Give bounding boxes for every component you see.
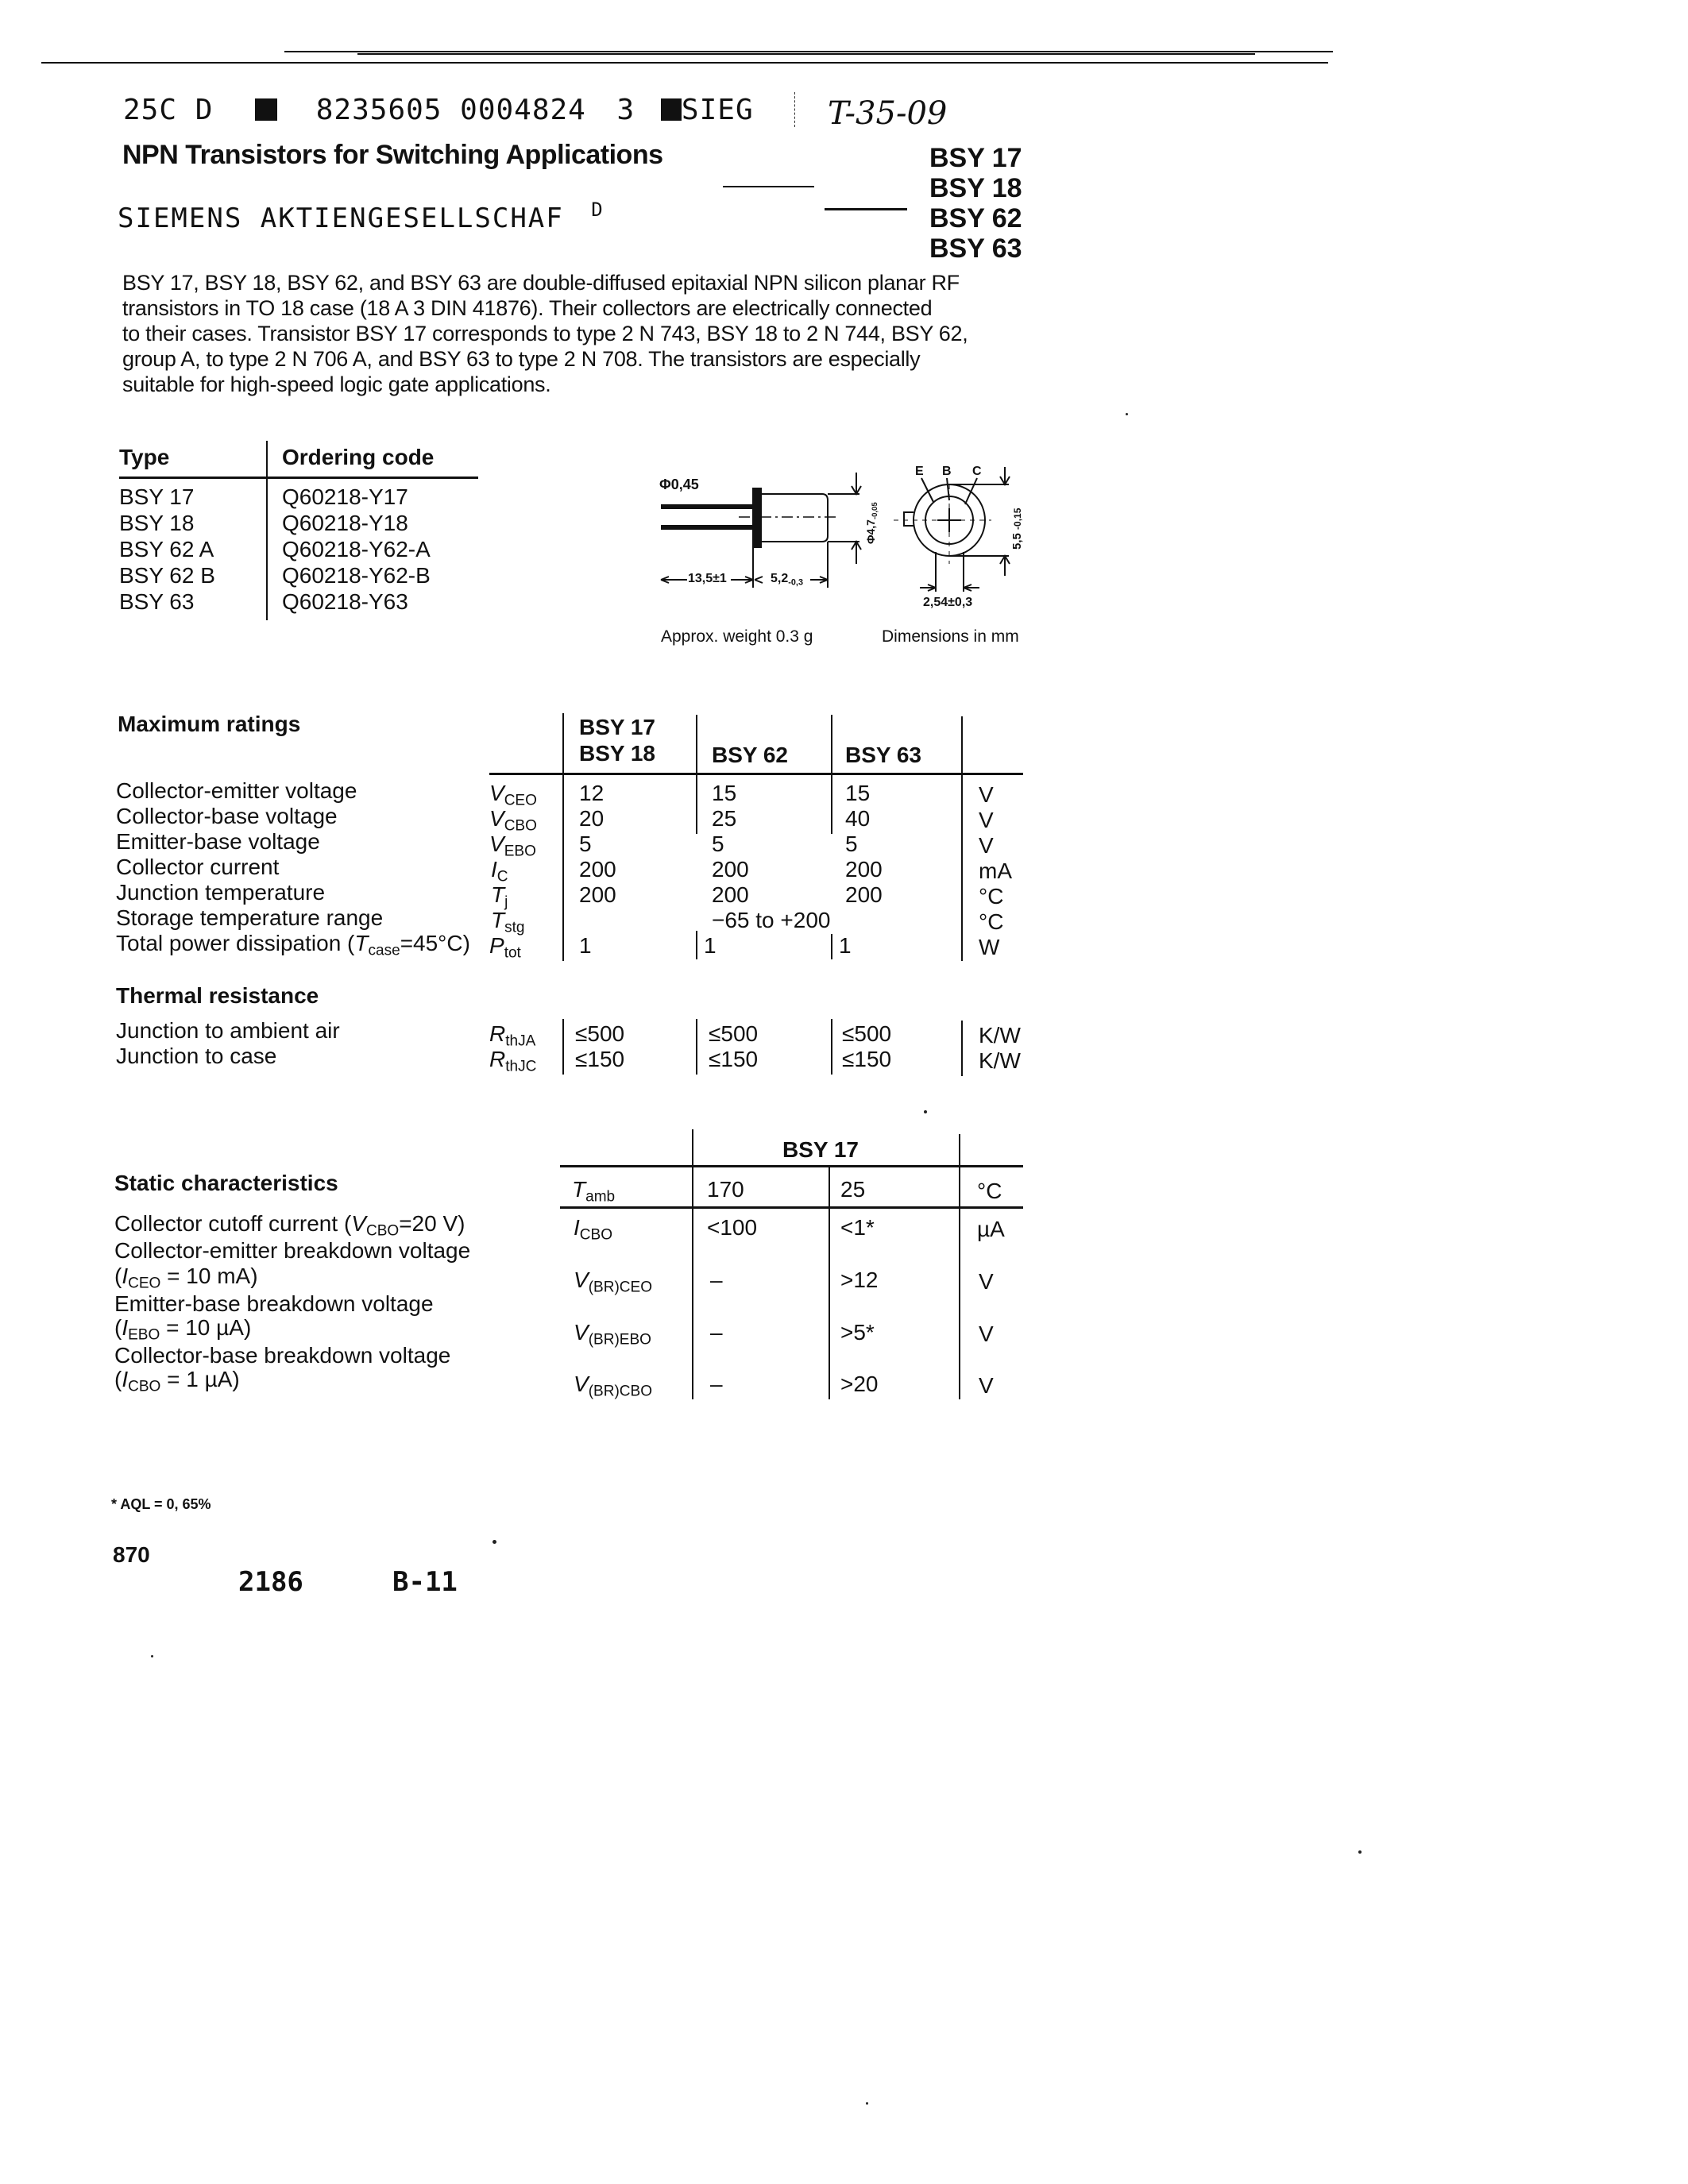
static-unit: V bbox=[979, 1322, 994, 1346]
ordering-type: BSY 62 A bbox=[119, 537, 214, 561]
description-line: suitable for high-speed logic gate applications. bbox=[122, 372, 551, 396]
rating-value: 1 bbox=[579, 933, 592, 958]
column-header-bsy18: BSY 18 bbox=[579, 741, 655, 766]
thermal-param: Junction to ambient air bbox=[116, 1018, 340, 1043]
static-value: – bbox=[710, 1320, 723, 1345]
static-symbol: $V_{(BR)CBO}$ bbox=[574, 1372, 653, 1400]
ordering-header-type: Type bbox=[119, 445, 170, 469]
scan-dash-mark bbox=[825, 208, 907, 210]
body-length-label bbox=[771, 572, 803, 587]
static-column-divider bbox=[829, 1166, 830, 1399]
description-line: BSY 17, BSY 18, BSY 62, and BSY 63 are double-diffused epitaxial NPN silicon planar RF bbox=[122, 271, 960, 295]
rating-symbol: $T_{stg}$ bbox=[491, 908, 525, 936]
rating-value: 1 bbox=[839, 933, 852, 958]
thermal-unit: K/W bbox=[979, 1023, 1021, 1048]
static-column-divider bbox=[692, 1129, 693, 1399]
column-header-bsy63: BSY 63 bbox=[845, 743, 921, 767]
part-number-bsy18: BSY 18 bbox=[929, 173, 1022, 203]
scan-top-rule bbox=[284, 51, 1333, 52]
rating-value: 5 bbox=[579, 832, 592, 856]
thermal-column-divider bbox=[961, 1021, 963, 1076]
part-number-bsy62: BSY 62 bbox=[929, 203, 1022, 233]
thermal-column-divider bbox=[562, 1019, 564, 1075]
flange-diameter-label bbox=[1010, 508, 1024, 550]
description-line: transistors in TO 18 case (18 A 3 DIN 41876). Their collectors are electrically connected bbox=[122, 296, 933, 320]
company-suffix: D bbox=[591, 199, 605, 221]
rating-unit: °C bbox=[979, 909, 1004, 934]
static-desc: ($I_{EBO} = 10$ µA) bbox=[114, 1315, 252, 1344]
rating-param: Total power dissipation $(T_{case}=45^\circ C)$ bbox=[116, 931, 470, 959]
thermal-unit: K/W bbox=[979, 1048, 1021, 1073]
ordering-column-divider bbox=[266, 441, 268, 620]
rating-value: 200 bbox=[712, 882, 749, 907]
scan-code-line bbox=[123, 94, 754, 126]
ratings-header-rule bbox=[489, 773, 1023, 775]
body-length-value: 5,2 bbox=[771, 572, 789, 585]
ratings-column-divider bbox=[696, 715, 697, 834]
static-unit: V bbox=[979, 1373, 994, 1398]
thermal-value: ≤500 bbox=[575, 1021, 625, 1046]
rating-value: 12 bbox=[579, 781, 605, 805]
scan-speck bbox=[924, 1110, 927, 1113]
static-symbol: $I_{CBO}$ bbox=[574, 1215, 613, 1244]
ordering-type: BSY 63 bbox=[119, 589, 195, 614]
scan-speck bbox=[151, 1655, 153, 1657]
static-unit: V bbox=[979, 1269, 994, 1294]
rating-param: Collector current bbox=[116, 855, 280, 879]
ratings-column-divider bbox=[961, 716, 963, 961]
column-header-bsy17: BSY 17 bbox=[579, 715, 655, 739]
rating-unit: mA bbox=[979, 859, 1012, 883]
handwritten-reference: T-35-09 bbox=[828, 95, 948, 132]
rating-value: 15 bbox=[712, 781, 737, 805]
static-column-divider bbox=[959, 1134, 960, 1399]
ordering-code: Q60218-Y62-A bbox=[282, 537, 431, 561]
black-block-icon bbox=[661, 98, 682, 121]
ordering-header-rule bbox=[119, 477, 478, 479]
ratings-column-divider bbox=[831, 715, 832, 834]
thermal-column-divider bbox=[696, 1019, 697, 1075]
static-characteristics-heading: Static characteristics bbox=[114, 1171, 338, 1195]
maximum-ratings-heading: Maximum ratings bbox=[118, 712, 301, 736]
rating-symbol: $I_C$ bbox=[491, 857, 508, 886]
static-desc: Emitter-base breakdown voltage bbox=[114, 1291, 434, 1316]
ordering-type: BSY 18 bbox=[119, 511, 195, 535]
rating-param: Collector-base voltage bbox=[116, 804, 338, 828]
lead-diameter-label: Φ0,45 bbox=[659, 477, 699, 492]
scan-speck bbox=[866, 2102, 868, 2105]
tamb-unit: °C bbox=[977, 1179, 1002, 1203]
rating-value: 25 bbox=[712, 806, 737, 831]
rating-value: 200 bbox=[579, 857, 616, 882]
scan-code-sieg: SIEG bbox=[681, 94, 754, 126]
static-desc: Collector-emitter breakdown voltage bbox=[114, 1238, 471, 1263]
ordering-code: Q60218-Y17 bbox=[282, 484, 408, 509]
ratings-column-divider bbox=[831, 934, 832, 959]
scan-divider bbox=[794, 92, 796, 127]
description-line: group A, to type 2 N 706 A, and BSY 63 to type 2 N 708. The transistors are especially bbox=[122, 347, 921, 371]
svg-text:B: B bbox=[942, 465, 952, 478]
column-header-bsy62: BSY 62 bbox=[712, 743, 788, 767]
static-value: – bbox=[710, 1268, 723, 1292]
rating-unit: V bbox=[979, 833, 994, 858]
rating-value: 40 bbox=[845, 806, 871, 831]
rating-symbol: $P_{tot}$ bbox=[489, 933, 521, 962]
rating-param: Emitter-base voltage bbox=[116, 829, 320, 854]
thermal-value: ≤500 bbox=[709, 1021, 759, 1046]
scan-code-digit: 3 bbox=[616, 94, 635, 126]
description-line: to their cases. Transistor BSY 17 corresponds to type 2 N 743, BSY 18 to 2 N 744, BSY 62, bbox=[122, 322, 968, 345]
static-desc: ($I_{CEO} = 10$ mA) bbox=[114, 1264, 258, 1292]
rating-symbol: $V_{CBO}$ bbox=[489, 806, 537, 835]
static-value: <1* bbox=[840, 1215, 875, 1240]
rating-value: 15 bbox=[845, 781, 871, 805]
static-tamb-rule bbox=[560, 1206, 1023, 1209]
scan-code-number: 8235605 0004824 bbox=[315, 94, 586, 126]
body-diameter-tolerance: -0,05 bbox=[870, 502, 879, 520]
rating-unit: °C bbox=[979, 884, 1004, 909]
footer-stamp-code: 2186 bbox=[238, 1566, 303, 1598]
company-line bbox=[118, 199, 605, 234]
thermal-column-divider bbox=[831, 1019, 832, 1075]
tamb-symbol: $T_{amb}$ bbox=[572, 1177, 616, 1206]
scan-dash-mark bbox=[723, 186, 814, 187]
ordering-header-code: Ordering code bbox=[282, 445, 435, 469]
rating-symbol: $V_{EBO}$ bbox=[489, 832, 536, 860]
weight-caption: Approx. weight 0.3 g bbox=[661, 627, 813, 646]
static-header-rule bbox=[560, 1165, 1023, 1167]
page-number: 870 bbox=[113, 1542, 150, 1567]
scan-top-rule-thick bbox=[357, 53, 1255, 55]
footer-stamp-section: B-11 bbox=[392, 1566, 458, 1598]
static-symbol: $V_{(BR)EBO}$ bbox=[574, 1320, 651, 1349]
tamb-value: 170 bbox=[707, 1177, 744, 1202]
pin-spacing-label: 2,54±0,3 bbox=[923, 596, 973, 609]
rating-value: 20 bbox=[579, 806, 605, 831]
rating-symbol: $T_j$ bbox=[491, 882, 508, 911]
ratings-column-divider bbox=[562, 713, 564, 961]
rating-value: 5 bbox=[712, 832, 724, 856]
thermal-value: ≤150 bbox=[709, 1047, 759, 1071]
svg-text:C: C bbox=[972, 465, 982, 478]
body-diameter-label bbox=[864, 502, 879, 544]
rating-value: 200 bbox=[845, 882, 883, 907]
scan-code-prefix: 25C D bbox=[123, 94, 214, 126]
static-value: <100 bbox=[707, 1215, 758, 1240]
ordering-type: BSY 62 B bbox=[119, 563, 215, 588]
static-desc: Collector cutoff current ($V_{CBO}=20$ V) bbox=[114, 1211, 465, 1240]
thermal-symbol: $R_{thJC}$ bbox=[489, 1047, 537, 1075]
ordering-code: Q60218-Y18 bbox=[282, 511, 408, 535]
static-value: – bbox=[710, 1372, 723, 1396]
rating-value: 1 bbox=[704, 933, 717, 958]
thermal-value: ≤150 bbox=[575, 1047, 625, 1071]
thermal-resistance-heading: Thermal resistance bbox=[116, 983, 319, 1008]
static-desc: Collector-base breakdown voltage bbox=[114, 1343, 451, 1368]
static-value: >12 bbox=[840, 1268, 879, 1292]
scan-speck bbox=[1358, 1850, 1362, 1854]
rating-param: Storage temperature range bbox=[116, 905, 384, 930]
static-desc: ($I_{CBO} = 1$ µA) bbox=[114, 1367, 240, 1395]
rating-value-span: −65 to +200 bbox=[712, 908, 831, 932]
thermal-param: Junction to case bbox=[116, 1044, 277, 1068]
tamb-value: 25 bbox=[840, 1177, 866, 1202]
svg-text:E: E bbox=[915, 465, 924, 478]
dimensions-caption: Dimensions in mm bbox=[882, 627, 1019, 646]
rating-unit: V bbox=[979, 782, 994, 807]
thermal-value: ≤500 bbox=[842, 1021, 892, 1046]
static-symbol: $V_{(BR)CEO}$ bbox=[574, 1268, 653, 1296]
static-device-header: BSY 17 bbox=[782, 1137, 859, 1162]
scan-speck bbox=[492, 1540, 496, 1544]
static-value: >5* bbox=[840, 1320, 875, 1345]
black-block-icon bbox=[255, 98, 277, 121]
flange-diameter-value: 5,5 bbox=[1010, 533, 1024, 550]
ratings-column-divider bbox=[696, 931, 697, 959]
body-length-tolerance: -0,3 bbox=[788, 577, 803, 588]
ordering-code: Q60218-Y62-B bbox=[282, 563, 431, 588]
footnote: * AQL = 0, 65% bbox=[111, 1496, 211, 1512]
part-number-bsy63: BSY 63 bbox=[929, 233, 1022, 264]
rating-unit: W bbox=[979, 935, 1000, 959]
body-diameter-value: Φ4,7 bbox=[864, 519, 877, 544]
thermal-value: ≤150 bbox=[842, 1047, 892, 1071]
company-name: SIEMENS AKTIENGESELLSCHAF bbox=[118, 203, 564, 234]
rating-param: Collector-emitter voltage bbox=[116, 778, 357, 803]
flange-diameter-tolerance: -0,15 bbox=[1012, 507, 1023, 530]
rating-param: Junction temperature bbox=[116, 880, 326, 905]
ordering-code: Q60218-Y63 bbox=[282, 589, 408, 614]
thermal-symbol: $R_{thJA}$ bbox=[489, 1021, 536, 1050]
package-drawing bbox=[651, 461, 1033, 627]
lead-length-label: 13,5±1 bbox=[688, 572, 727, 585]
rating-symbol: $V_{CEO}$ bbox=[489, 781, 537, 809]
ordering-type: BSY 17 bbox=[119, 484, 195, 509]
static-unit: µA bbox=[977, 1217, 1005, 1241]
static-value: >20 bbox=[840, 1372, 879, 1396]
page-title: NPN Transistors for Switching Applications bbox=[122, 140, 663, 170]
rating-unit: V bbox=[979, 808, 994, 832]
rating-value: 200 bbox=[712, 857, 749, 882]
scan-speck bbox=[1126, 413, 1128, 415]
rating-value: 200 bbox=[845, 857, 883, 882]
rating-value: 5 bbox=[845, 832, 858, 856]
to18-package-outline-icon bbox=[651, 461, 1033, 627]
part-number-bsy17: BSY 17 bbox=[929, 143, 1022, 173]
scan-second-rule bbox=[41, 62, 1328, 64]
rating-value: 200 bbox=[579, 882, 616, 907]
description-paragraph bbox=[122, 270, 968, 397]
